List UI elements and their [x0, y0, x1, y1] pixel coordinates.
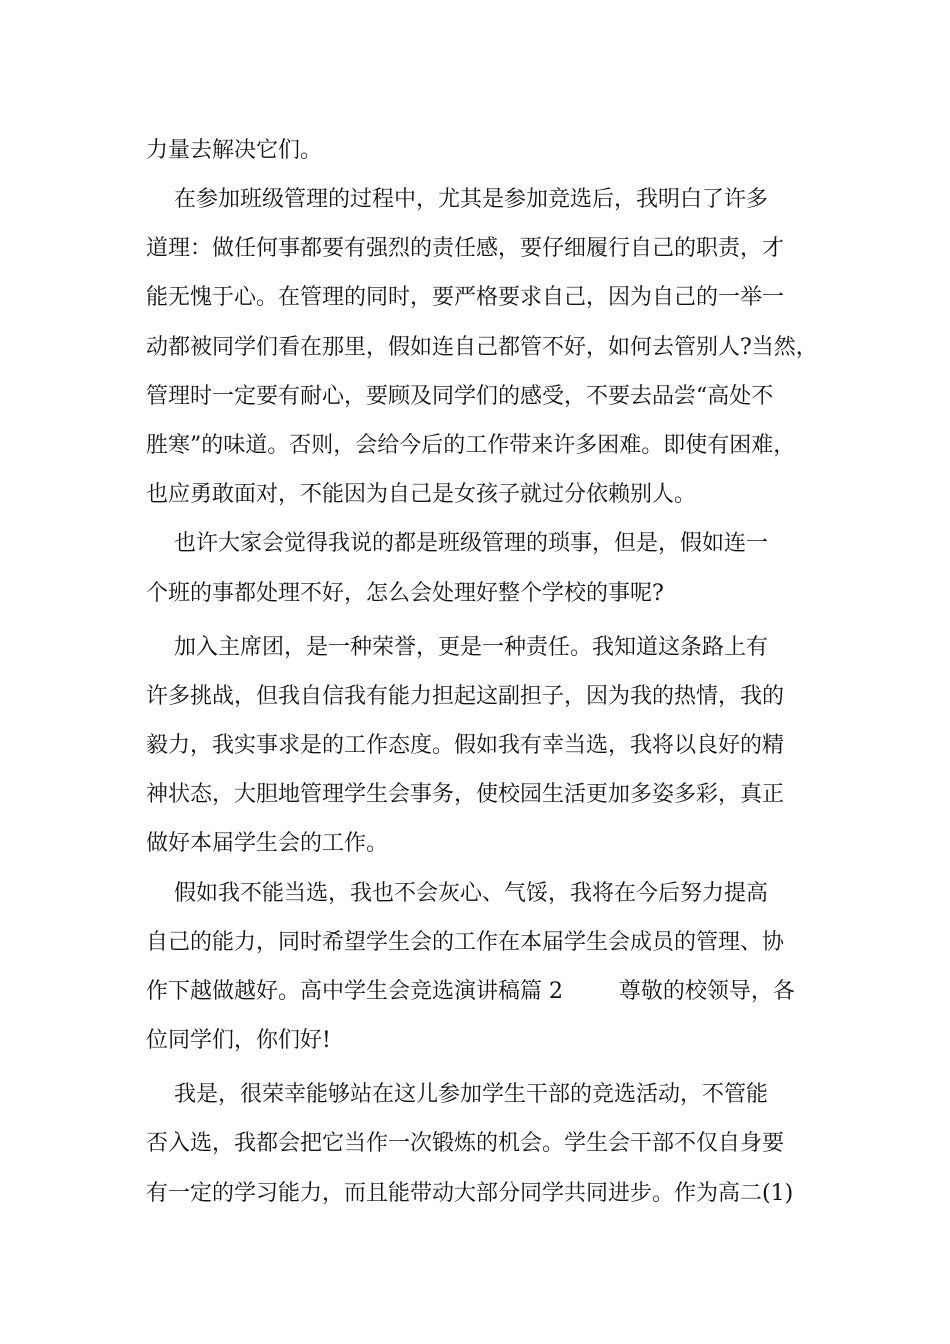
text-line: 动都被同学们看在那里，假如连自己都管不好，如何去管别人?当然，	[146, 335, 818, 360]
text-line: 位同学们，你们好!	[146, 1028, 331, 1053]
text-line: 毅力，我实事求是的工作态度。假如我有幸当选，我将以良好的精	[146, 733, 785, 758]
text-line: 许多挑战，但我自信我有能力担起这副担子，因为我的热情，我的	[146, 684, 785, 709]
text-line: 否入选，我都会把它当作一次锻炼的机会。学生会干部不仅自身要	[146, 1131, 785, 1156]
text-line: 力量去解决它们。	[146, 138, 323, 163]
text-line: 自己的能力，同时希望学生会的工作在本届学生会成员的管理、协	[146, 930, 785, 955]
text-line: 道理：做任何事都要有强烈的责任感，要仔细履行自己的职责，才	[146, 236, 785, 261]
text-line: 神状态，大胆地管理学生会事务，使校园生活更加多姿多彩，真正	[146, 782, 785, 807]
text-line: 作下越做越好。高中学生会竞选演讲稿篇 2 尊敬的校领导，各	[146, 979, 795, 1004]
text-line: 管理时一定要有耐心，要顾及同学们的感受，不要去品尝“高处不	[146, 384, 774, 409]
text-line: 胜寒”的味道。否则，会给今后的工作带来许多困难。即使有困难，	[146, 433, 796, 458]
text-line: 我是，很荣幸能够站在这儿参加学生干部的竞选活动，不管能	[146, 1082, 768, 1107]
text-line: 做好本届学生会的工作。	[146, 831, 389, 856]
text-line: 加入主席团，是一种荣誉，更是一种责任。我知道这条路上有	[146, 635, 768, 660]
text-line: 也应勇敢面对，不能因为自己是女孩子就过分依赖别人。	[146, 482, 697, 507]
text-line: 假如我不能当选，我也不会灰心、气馁，我将在今后努力提高	[146, 881, 768, 906]
text-line: 在参加班级管理的过程中，尤其是参加竞选后，我明白了许多	[146, 187, 768, 212]
text-line: 个班的事都处理不好，怎么会处理好整个学校的事呢?	[146, 581, 664, 606]
text-line: 也许大家会觉得我说的都是班级管理的琐事，但是，假如连一	[146, 531, 768, 556]
text-line: 有一定的学习能力，而且能带动大部分同学共同进步。作为高二(1)	[146, 1181, 794, 1206]
text-line: 能无愧于心。在管理的同时，要严格要求自己，因为自己的一举一	[146, 285, 785, 310]
